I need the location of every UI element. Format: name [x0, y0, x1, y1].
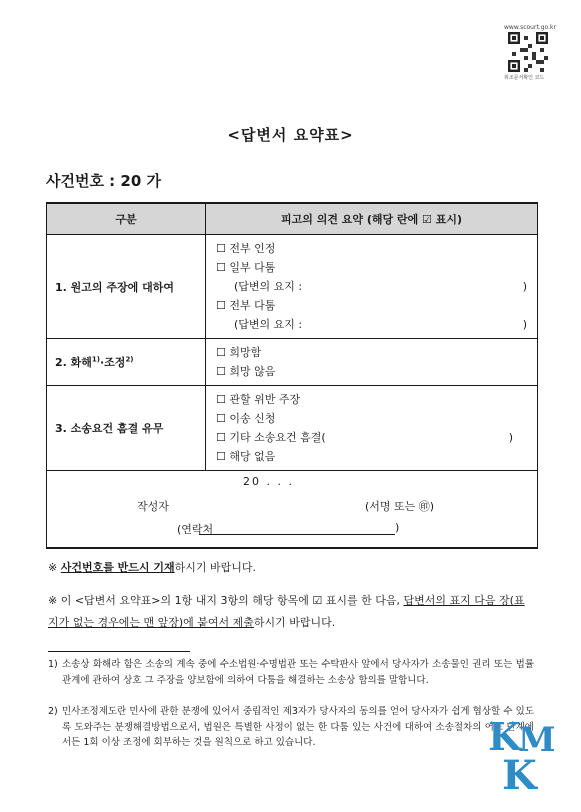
footnote-text: 민사조정제도란 민사에 관한 분쟁에 있어서 중립적인 제3자가 당사자의 동의를 얻어 당사자가 쉽게 협상할 수 있도록 도와주는 분쟁해결방법으로서, 법원은 특별한 사정이 없는 한 다툼 있는 사건에 대하여 소송절차의 어느 단계에서든 1회 이상 조정에 회부하는 것을 원칙으로 하고 있습니다. — [62, 706, 534, 748]
gist-line — [216, 277, 527, 296]
checkbox-dispute-part[interactable]: ☐ 일부 다툼 — [216, 261, 276, 274]
other-close: ) — [508, 431, 513, 444]
author-label: 작성자 — [137, 500, 169, 513]
date-field[interactable]: 20 . . . — [243, 475, 294, 488]
row-label: 3. 소송요건 흠결 유무 — [47, 386, 206, 471]
note-mark: ※ — [48, 561, 58, 574]
checkbox-admit-all[interactable]: ☐ 전부 인정 — [216, 242, 276, 255]
label-text: 2. 화해 — [55, 356, 92, 369]
gist-label: (답변의 요지 : — [234, 280, 303, 293]
note-text: 하시기 바랍니다. — [253, 616, 336, 629]
options-cell — [206, 386, 538, 471]
signature-cell — [47, 471, 538, 549]
logo-letter: M — [518, 720, 556, 760]
page-title: <답변서 요약표> — [227, 126, 354, 144]
footnote-2 — [48, 704, 534, 751]
gist-close: ) — [522, 280, 527, 293]
label-text: ·조정 — [100, 356, 126, 369]
row-plaintiff-claim — [47, 235, 538, 339]
footnote-ref: 1) — [91, 355, 100, 364]
note-mark: ※ — [48, 594, 58, 607]
row-litigation-requirements — [47, 386, 538, 471]
checkbox-wish[interactable]: ☐ 희망함 — [216, 346, 262, 359]
options-cell — [206, 235, 538, 339]
note-emphasis: 사건번호를 반드시 기재 — [60, 561, 175, 574]
footnote-ref: 2) — [125, 355, 134, 364]
answer-summary-table — [46, 202, 538, 549]
header-opinion: 피고의 의견 요약 (해당 란에 ☑ 표시) — [206, 203, 538, 235]
qr-caption: 위조문서확인 코드 — [504, 75, 545, 81]
contact-input-line[interactable] — [199, 534, 395, 535]
footnote-number: 2) — [48, 706, 58, 717]
footnote-text: 소송상 화해라 함은 소송의 계속 중에 수소법원·수명법관 또는 수탁판사 앞에서 당사자가 소송물인 권리 또는 법률관계에 관하여 상호 그 주장을 양보함에 의하여 다툼을 해결하는 소송상 합의를 말합니다. — [62, 659, 534, 686]
row-label — [47, 339, 206, 386]
logo-letter: K — [502, 752, 537, 799]
qr-url: www.scourt.go.kr — [504, 24, 556, 31]
checkbox-dispute-all[interactable]: ☐ 전부 다툼 — [216, 299, 276, 312]
other-line — [216, 428, 527, 447]
row-signature — [47, 471, 538, 549]
table-header-row — [47, 203, 538, 235]
logo-letter: K — [488, 714, 522, 759]
qr-code-icon — [508, 32, 548, 72]
note-case-number — [48, 557, 256, 579]
kmk-watermark-logo — [488, 714, 568, 798]
note-underlined: 답변서의 표지 다음 장(표지가 없는 경우에는 맨 앞장)에 붙여서 제출 — [48, 594, 525, 629]
row-settlement-mediation — [47, 339, 538, 386]
note-submission — [48, 590, 534, 634]
footnote-1 — [48, 657, 534, 688]
seal-label: (서명 또는 ㊞) — [365, 500, 435, 513]
case-number: 사건번호 : 20 가 — [46, 172, 161, 190]
gist-line — [216, 315, 527, 334]
contact-label: (연락처 — [177, 523, 214, 536]
checkbox-not-applicable[interactable]: ☐ 해당 없음 — [216, 450, 276, 463]
header-category: 구분 — [47, 203, 206, 235]
footnote-divider — [48, 651, 190, 652]
gist-close: ) — [522, 318, 527, 331]
checkbox-transfer[interactable]: ☐ 이송 신청 — [216, 412, 276, 425]
note-text: 하시기 바랍니다. — [174, 561, 257, 574]
options-cell — [206, 339, 538, 386]
checkbox-jurisdiction[interactable]: ☐ 관할 위반 주장 — [216, 393, 301, 406]
gist-label: (답변의 요지 : — [234, 318, 303, 331]
footnote-number: 1) — [48, 659, 58, 670]
checkbox-no-wish[interactable]: ☐ 희망 않음 — [216, 365, 276, 378]
note-text: 이 <답변서 요약표>의 1항 내지 3항의 해당 항목에 ☑ 표시를 한 다음, — [60, 594, 404, 607]
row-label: 1. 원고의 주장에 대하여 — [47, 235, 206, 339]
contact-close: ) — [395, 521, 400, 534]
checkbox-other-defect[interactable]: ☐ 기타 소송요건 흠결( — [216, 431, 326, 444]
